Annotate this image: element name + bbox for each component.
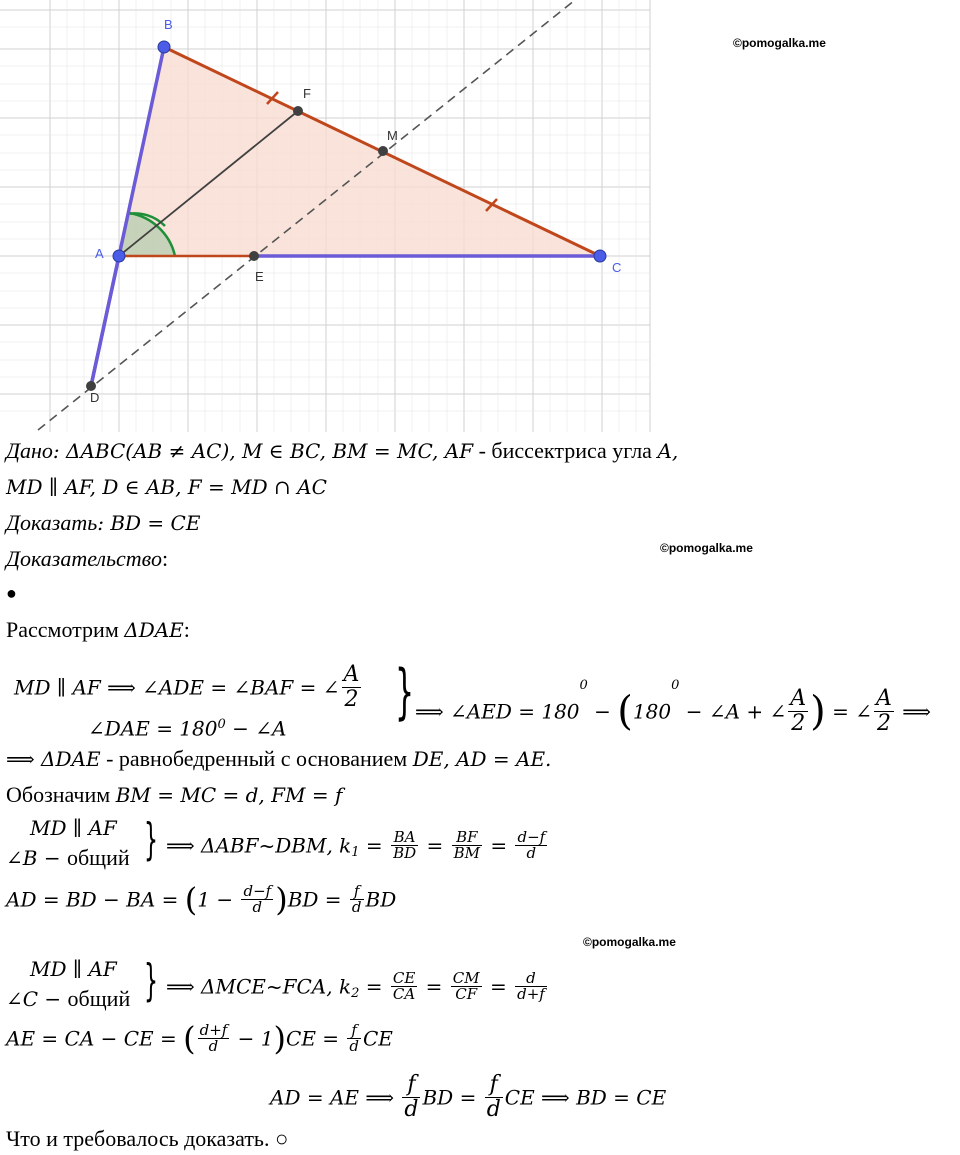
brace: } (144, 955, 158, 1006)
isosceles-line: ⟹ ΔDAE - равнобедренный с основанием DE, AD = AE. (6, 746, 552, 771)
sim1-equation: ⟹ ΔABF~DBM, $k_1$ = $\frac{BA}{BD}$ = $\frac{BF}{BM}$ = $\frac{d-f}{d}$ (166, 828, 546, 862)
label-a: A (95, 246, 104, 261)
given-line-1: Дано: ΔABC(AB ≠ AC), M ∈ BC, BM = MC, AF - биссектриса угла A, (6, 438, 679, 463)
fraction: $\frac{A}{2}$ (790, 686, 807, 736)
segment-ad (91, 256, 119, 386)
ad-equation: AD = BD − BA = (1 − $\frac{d-f}{d}$ )BD = $\frac{f}{d}$ BD (6, 880, 397, 919)
point-m (378, 146, 388, 156)
point-b (158, 41, 170, 53)
geometry-figure (0, 0, 660, 432)
denote-line: Обозначим BM = MC = d, FM = f (6, 782, 343, 807)
label-c: C (612, 260, 622, 275)
sim2-equation: ⟹ ΔMCE~FCA, $k_2$ = $\frac{CE}{CA}$ = $\frac{CM}{CF}$ = $\frac{d}{d+f}$ (166, 969, 545, 1003)
watermark: ©pomogalka.me (733, 36, 826, 50)
watermark: ©pomogalka.me (660, 541, 753, 555)
point-c (594, 250, 606, 262)
label-b: B (164, 17, 173, 32)
sim1-top: MD ∥ AF (30, 816, 117, 840)
prove-line: Доказать: BD = CE (6, 510, 201, 535)
watermark: ©pomogalka.me (583, 935, 676, 949)
fraction: $\frac{A}{2}$ (343, 662, 360, 712)
proof-heading: Доказательство: (6, 546, 169, 571)
label-e: E (255, 269, 264, 284)
brace: } (144, 814, 158, 865)
fraction: $\frac{A}{2}$ (876, 686, 892, 736)
sim2-bottom: ∠C − общий (6, 986, 131, 1011)
ae-equation: AE = CA − CE = ( $\frac{d+f}{d}$ − 1)CE = $\frac{f}{d}$ CE (6, 1019, 393, 1058)
final-equation: AD = AE ⟹ $\frac{f}{d}$ BD = $\frac{f}{d}$ CE ⟹ BD = CE (270, 1072, 667, 1122)
equation-dae: ∠DAE = $180^0$ − ∠A (88, 716, 287, 741)
triangle-abc (119, 47, 600, 256)
given-line-2: MD ∥ AF, D ∈ AB, F = MD ∩ AC (6, 475, 327, 499)
equation-ade: MD ∥ AF ⟹ ∠ADE = ∠BAF = ∠ $\frac{A}{2}$ (14, 662, 360, 712)
point-a (113, 250, 125, 262)
sim1-bottom: ∠B − общий (6, 845, 130, 870)
equation-aed: ⟹ ∠AED = $180^0 - (180^0$ − ∠A + ∠ $\frac{A}{2}$ ) = ∠ $\frac{A}{2}$ ⟹ (415, 678, 931, 736)
consider-line: Рассмотрим ΔDAE: (6, 617, 190, 642)
sim2-top: MD ∥ AF (30, 957, 117, 981)
point-f (293, 106, 303, 116)
brace: } (395, 657, 415, 727)
label-d: D (90, 390, 100, 405)
qed-line: Что и требовалось доказать. ○ (6, 1126, 289, 1151)
label-f: F (303, 86, 311, 101)
point-e (249, 251, 259, 261)
label-m: M (387, 128, 398, 143)
bullet: ● (6, 583, 17, 603)
